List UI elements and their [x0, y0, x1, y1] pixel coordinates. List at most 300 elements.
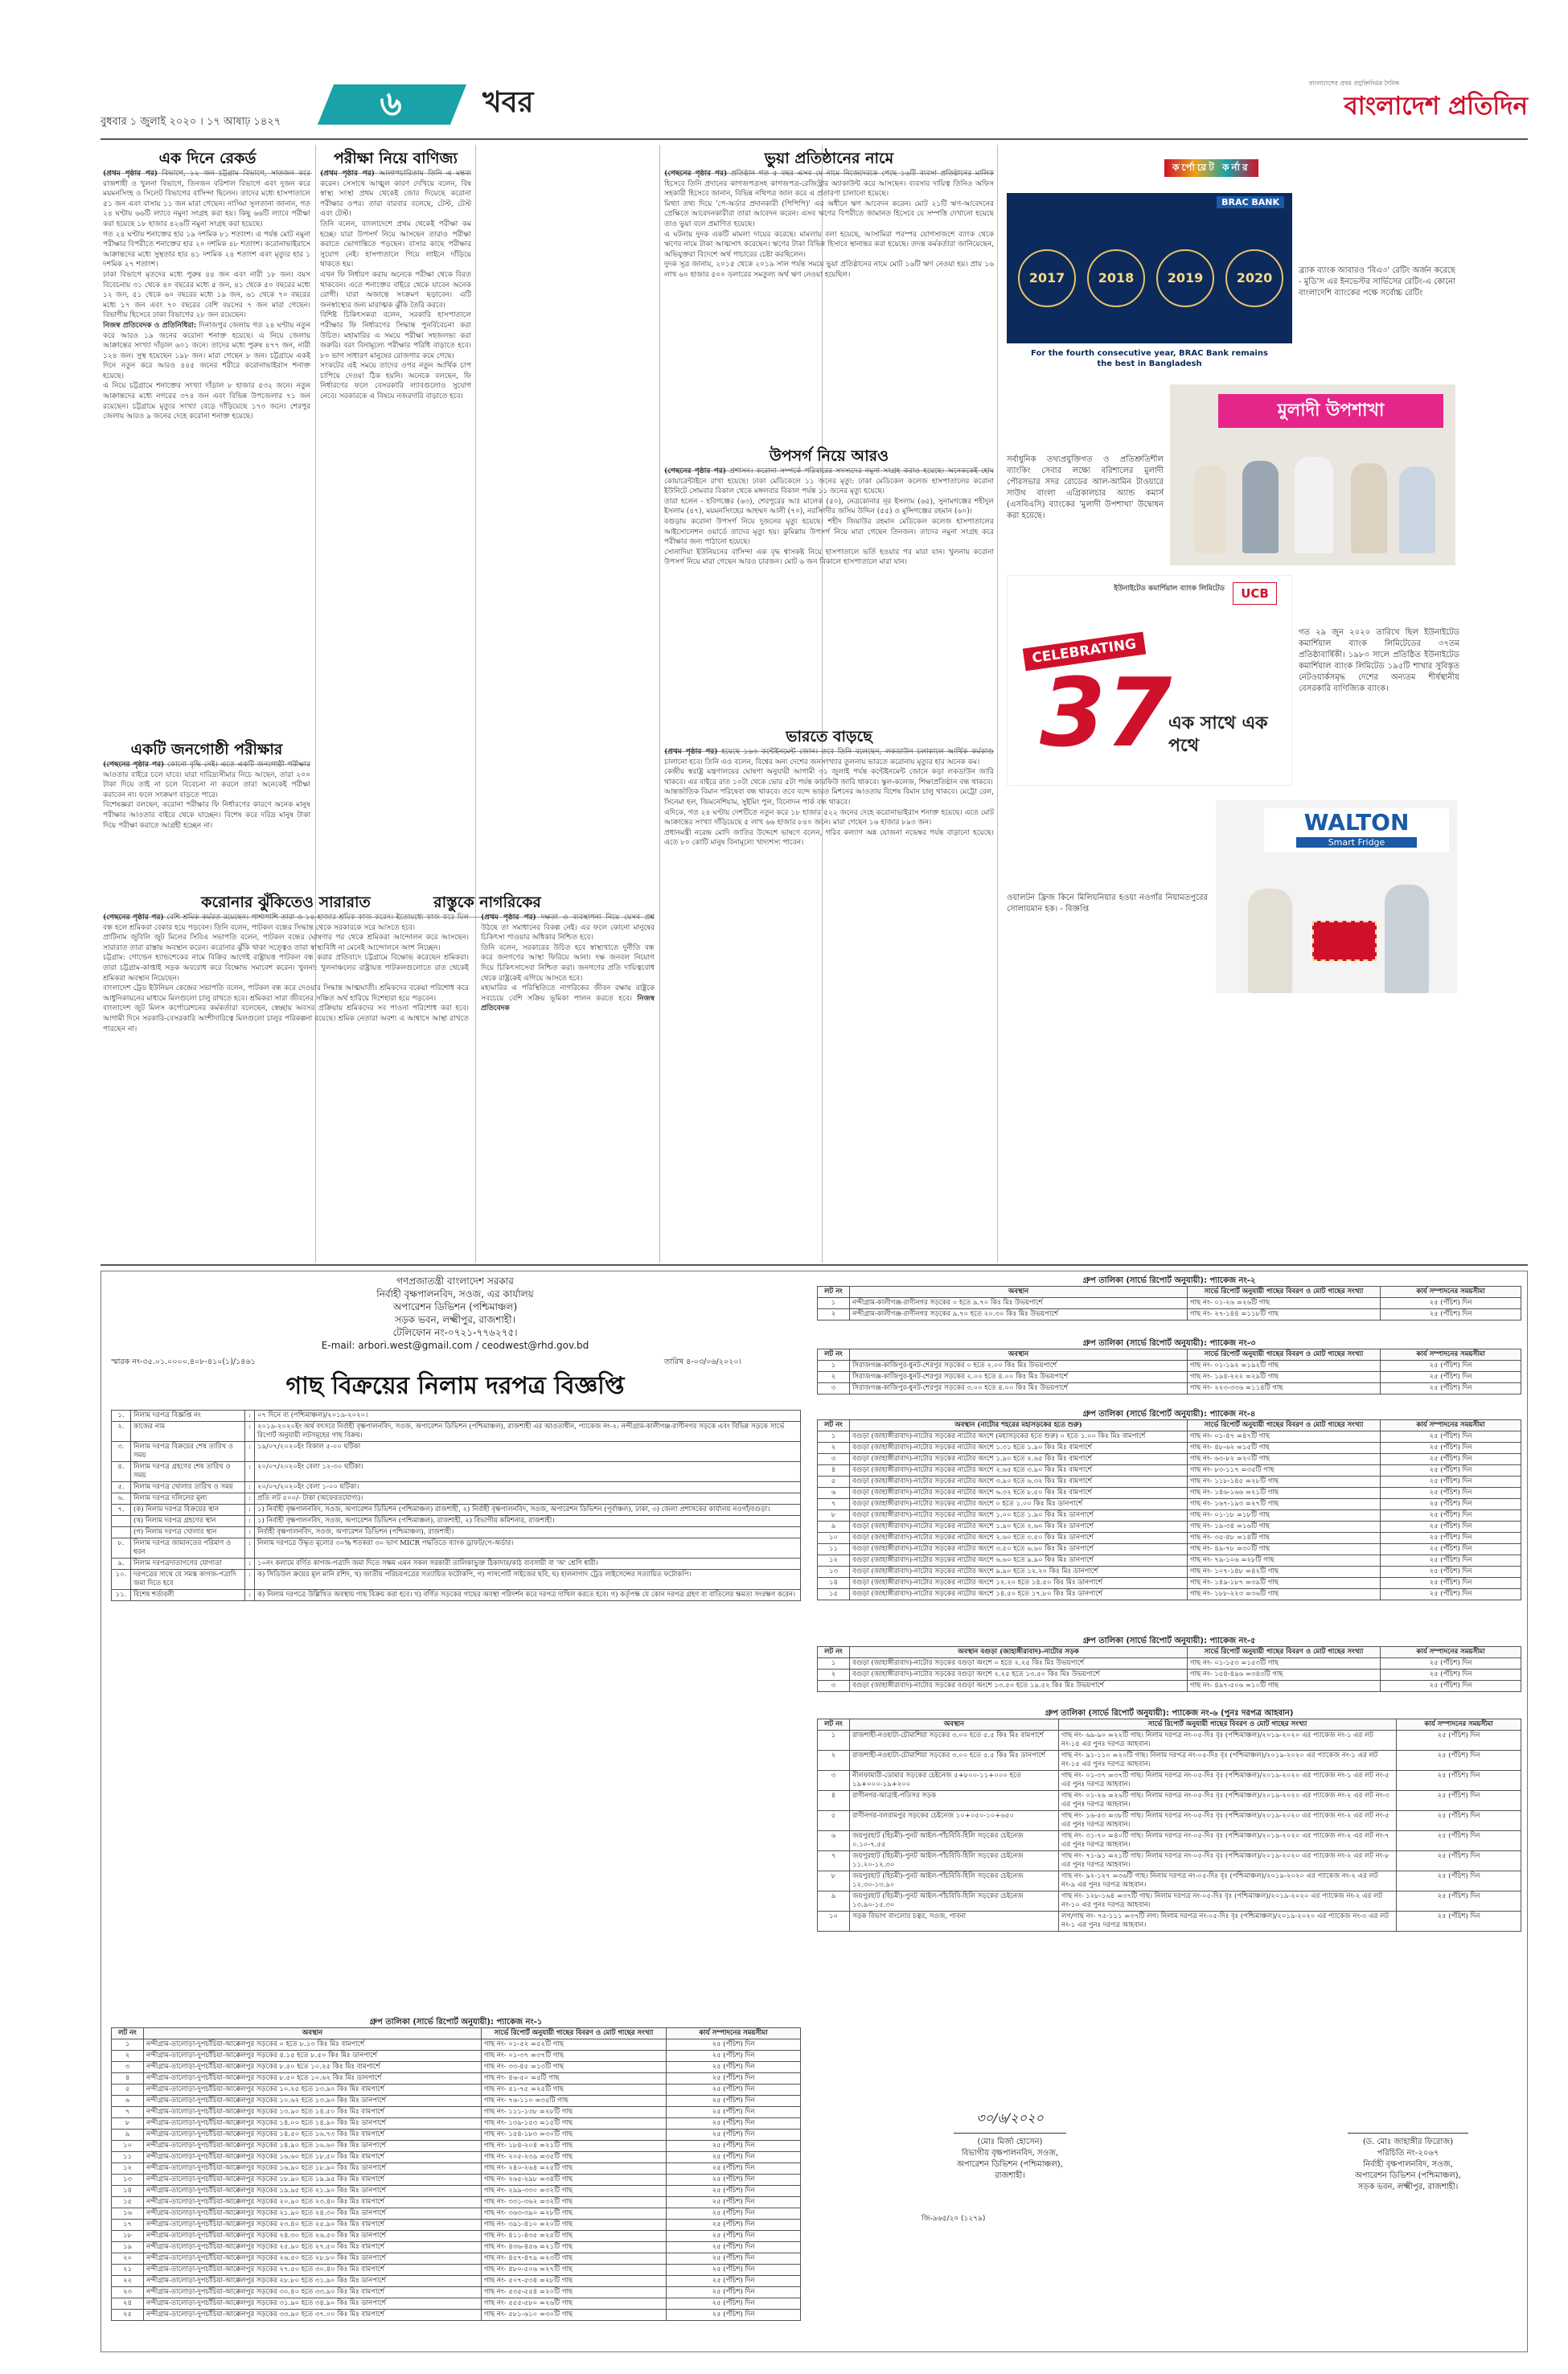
- table-cell: বগুড়া (জাহাঙ্গীরাবাদ)-নাটোর সড়কের নাটোর অংশে (মহাসড়কের হতে শুরু) ০ হতে ১.০০ কিঃ মিঃ বামপার্শে: [850, 1431, 1188, 1443]
- table-cell: গাছ নং- ৪১১-৪৩৫ =২৫টি গাছ: [482, 2231, 667, 2242]
- table-row: [112, 2197, 801, 2208]
- table-cell: ২৫ (পঁচিশ) দিন: [667, 2130, 801, 2141]
- table-cell: নন্দীগ্রাম-তালোড়া-দুপচাঁচিয়া-আক্কেলপুর সড়কের ১০.২৫ হতে ১৩.৯০ কিঃ মিঃ বামপার্শে: [144, 2084, 482, 2096]
- table-cell: ৮: [818, 1871, 850, 1891]
- table-row: [818, 1361, 1521, 1372]
- table-cell: ১: [818, 1731, 850, 1751]
- table-cell: ১৫: [818, 1589, 850, 1600]
- column-header: অবস্থান বগুড়া (জাহাঙ্গীরাবাদ)-নাটোর সড়ক: [850, 1647, 1188, 1658]
- table-cell: ৪: [818, 1791, 850, 1811]
- info-row: [112, 1442, 801, 1462]
- article-testing-business: (প্রথম পৃষ্ঠার পর) আলাপচারিতায় তিনি এ মন্তব্য করেন। সেসাথে আত্মুল কারণ দেখিয়ে বলেন, বিষ স্বাস্থ্য সংস্থা প্রথম থেকেই জোর দিয়েছে করোনা পরীক্ষার ওপর। তারা বারবার বলেছে, টেস্ট, টেস্ট এবং টেস্ট। তিনি বলেন, বাংলাদেশে প্রথম থেকেই পরীক্ষা কম হচ্ছে। যারা উপসর্গ নিয়ে আসছেন তারাও পরীক্ষা করাতে ভোগান্তিতে পড়ছেন। বাসার কাছে পরীক্ষার সুযোগ নেই। হাসপাতালে গিয়ে লাইনে দাঁড়িয়ে থাকতে হয়। এখন ফি নির্ধারণ করায় অনেকে পরীক্ষা থেকে বিরত থাকবেন। এতে শনাক্তের বাইরে থেকে যাবেন অনেক রোগী। যারা অজান্তে সংক্রমণ ছড়াবেন। এটি জনস্বাস্থ্যের জন্য মারাত্মক ঝুঁকি তৈরি করবে। বিশিষ্ট চিকিৎসকরা বলেন, সরকারি হাসপাতালে পরীক্ষার ফি নির্ধারণের সিদ্ধান্ত পুনর্বিবেচনা করা উচিত। মহামারির এ সময়ে পরীক্ষা সহজলভ্য করা জরুরি। বরং বিনামূল্যে পরীক্ষার পরিধি বাড়াতে হবে। ৮০ ভাগ সাধারণ মানুষের রোজগার কমে গেছে। সংকটের এই সময়ে তাদের ওপর নতুন আর্থিক চাপ চাপিয়ে দেওয়া ঠিক হয়নি। অনেকে বলছেন, ফি নির্ধারণের ফলে বেসরকারি ল্যাবগুলোও সুযোগ নেবে। সরকারকে এ বিষয়ে নজরদারি বাড়াতে হবে।: [320, 170, 471, 401]
- info-cell: :: [245, 1422, 255, 1442]
- table-cell: বগুড়া (জাহাঙ্গীরাবাদ)-নাটোর সড়কের নাটোর অংশে ৬.৩২ হতে ৮.৫০ কিঃ মিঃ বামপার্শে: [850, 1488, 1188, 1499]
- table-cell: গাছ নং- ১৪৬-১৬৬ =২১টি গাছ: [1188, 1488, 1381, 1499]
- column-header: কার্য সম্পাদনের সময়সীমা: [1381, 1420, 1521, 1431]
- table-cell: ২৫ (পঁচিশ) দিন: [1381, 1533, 1521, 1544]
- info-cell: :: [245, 1493, 255, 1505]
- info-row: [112, 1559, 801, 1570]
- ucb-ad: [1007, 575, 1292, 786]
- info-row: [112, 1527, 801, 1538]
- package-4-table: [817, 1419, 1521, 1600]
- table-cell: ২৫ (পঁচিশ) দিন: [667, 2051, 801, 2062]
- table-cell: বগুড়া (জাহাঙ্গীরাবাদ)-নাটোর সড়কের বগুড়া অংশে ০ হতে ২.২৫ কিঃ মিঃ উভয়পার্শে: [850, 1658, 1188, 1670]
- table-cell: সিরাজগঞ্জ-কাজিপুর-ধুনট-শেরপুর সড়কের ২.০০ হতে ৪.০০ কিঃ মিঃ উভয়পার্শে: [850, 1372, 1188, 1383]
- table-cell: বগুড়া (জাহাঙ্গীরাবাদ)-নাটোর সড়কের নাটোর অংশে ১.৩১ হতে ১.৯০ কিঃ মিঃ বামপার্শে: [850, 1443, 1188, 1454]
- brac-caption: ব্র্যাক ব্যাংক আবারও 'বিএ৩' রেটিং অর্জন করেছে - মুডি'স এর ইনভেস্টর সার্ভিসের রেটিং-এ কোনো বাংলাদেশি ব্যাংকের পক্ষে সর্বোচ্চ রেটিং: [1299, 266, 1455, 298]
- table-header-row: [818, 1420, 1521, 1431]
- table-cell: ১৯: [112, 2242, 144, 2253]
- signature-right: (ড. মোঃ জাহাঙ্গীর ফিরোজ) পরিচিতি নং-২০৬৭ নির্বাহী বৃক্ষপালনবিদ, সওজ, অপারেশন ডিভিশন (পশ্চিমাঞ্চল), সড়ক ভবন, লক্ষ্মীপুর, রাজশাহী।: [1307, 2108, 1508, 2193]
- table-row: [112, 2118, 801, 2130]
- package-4-title: গ্রুপ তালিকা (সার্ভে রিপোর্ট অনুযায়ী): প্যাকেজ নং-৪: [1082, 1410, 1256, 1419]
- info-cell: :: [245, 1442, 255, 1462]
- column-header: লট নং: [818, 1287, 850, 1298]
- table-cell: নন্দীগ্রাম-তালোড়া-দুপচাঁচিয়া-আক্কেলপুর সড়কের ২৪.৩০ হতে ২৬.৫০ কিঃ মিঃ ডানপার্শে: [144, 2231, 482, 2242]
- table-row: [818, 1443, 1521, 1454]
- table-row: [112, 2242, 801, 2253]
- table-cell: নন্দীগ্রাম-তালোড়া-দুপচাঁচিয়া-আক্কেলপুর সড়কের ৩১.৯০ হতে ৩৪.৯০ কিঃ মিঃ ডানপার্শে: [144, 2298, 482, 2310]
- table-cell: ২৫ (পঁচিশ) দিন: [1397, 1871, 1521, 1891]
- table-cell: গাছ নং- ৮৩-১১৭ =৩৫টি গাছ: [1188, 1465, 1381, 1477]
- table-row: [112, 2152, 801, 2163]
- table-row: [112, 2231, 801, 2242]
- table-cell: গাছ নং- ০১-২৬ =২৬টি গাছ: [1188, 1298, 1381, 1309]
- table-cell: ৬: [818, 1831, 850, 1851]
- table-cell: গাছ নং- ৪৬-৫০ =৫টি গাছ: [482, 2073, 667, 2084]
- info-cell: বিশেষ শর্তাবলী: [131, 1590, 245, 1601]
- info-cell: নিলাম দরপত্র খোলার তারিখ ও সময়: [131, 1482, 245, 1493]
- info-cell: ১) নির্বাহী বৃক্ষপালনবিদ, সওজ, অপারেশন ডিভিশন (পশ্চিমাঞ্চল), রাজশাহী, ২) বিভাগীয় কমিশনার, রাজশাহী।: [255, 1516, 801, 1527]
- table-cell: ২০: [112, 2253, 144, 2265]
- info-cell: নিলাম দরপত্র গ্রহণের শেষ তারিখ ও সময়: [131, 1462, 245, 1482]
- table-cell: ২৫ (পঁচিশ) দিন: [667, 2287, 801, 2298]
- info-cell: :: [245, 1590, 255, 1601]
- table-cell: বগুড়া (জাহাঙ্গীরাবাদ)-নাটোর সড়কের নাটোর অংশে ১২.২০ হতে ১৪.৫০ কিঃ মিঃ ডানপার্শে: [850, 1578, 1188, 1589]
- article-india: (প্রথম পৃষ্ঠার পর) হয়েছে ১৬৩ কন্টেইনমেন্ট জোন। তবে তিনি বলেছেন, লকডাউন চলাকালে আর্থিক কর্মকাণ্ড চালানো হবে। তিনি এও বলেন, বিশ্বের অন্য দেশের জনসংখ্যার তুলনায় ভারতে করোনায় মৃত্যুর হার অনেক কম। কেন্দ্রীয় স্বরাষ্ট্র মন্ত্রণালয়ের ঘোষণা অনুযায়ী আগামী ৩১ জুলাই পর্যন্ত কন্টেইনমেন্ট জোনে কড়া লকডাউন জারি থাকবে। এর বাইরে রাত ১০টা থেকে ভোর ৫টা পর্যন্ত কারফিউ জারি থাকবে। স্কুল-কলেজ, শিক্ষাপ্রতিষ্ঠান বন্ধ থাকবে। আন্তর্জাতিক বিমান পরিষেবা বন্ধ থাকবে। তবে বন্দে ভারত মিশনের আওতায় বিশেষ বিমান চালু থাকবে। মেট্রো রেল, সিনেমা হল, জিমনেশিয়াম, সুইমিং পুল, বিনোদন পার্ক বন্ধ থাকবে। এদিকে, গত ২৪ ঘণ্টায় দেশটিতে নতুন করে ১৮ হাজার ৫২২ জনের দেহে করোনাভাইরাস শনাক্ত হয়েছে। এতে মোট আক্রান্তের সংখ্যা দাঁড়িয়েছে ৫ লাখ ৬৬ হাজার ৮৪০ জনে। মারা গেছেন ১৬ হাজার ৮৯৩ জন। প্রধানমন্ত্রী নরেন্দ্র মোদি জাতির উদ্দেশে ভাষণে বলেন, গরিব কল্যাণ অন্ন যোজনা নভেম্বর পর্যন্ত বাড়ানো হয়েছে। এতে ৮০ কোটি মানুষ বিনামূল্যে খাদ্যশস্য পাবেন।: [664, 748, 994, 848]
- article-body: বিভাগে, ১২ জন চট্টগ্রাম বিভাগে, সাতজন করে রাজশাহী ও খুলনা বিভাগে, তিনজন বরিশাল বিভাগে এবং দুজন করে ময়মনসিংহ ও সিলেট বিভাগের বাসিন্দা ছিলেন। তাদের মধ্যে হাসপাতালে ৫১ জন এবং বাসায় ১১ জন মারা গেছেন। নাসিমা সুলতানা জানান, গত ২৪ ঘণ্টায় ৬৬টি ল্যাবে নমুনা সংগ্রহ করা হয়। কিছু ৬৬টি ল্যাবে পরীক্ষা করা হয়েছে ১৮ হাজার ৪২৬টি নমুনা সংগ্রহ করা হয়েছে।: [103, 170, 310, 228]
- ucb-slogan: এক সাথে এক পথে: [1168, 713, 1268, 756]
- table-row: [112, 2265, 801, 2276]
- info-cell: ৯.: [112, 1559, 131, 1570]
- corporate-corner-text: কর্পোরেট কর্নার: [1164, 159, 1258, 177]
- table-cell: ২৫ (পঁচিশ) দিন: [667, 2096, 801, 2107]
- table-row: [818, 1544, 1521, 1555]
- column-header: লট নং: [112, 2028, 144, 2039]
- table-cell: গাছ নং- ৩১-৭০ =৪০টি গাছ। নিলাম দরপত্র নং-০৫-দিঃ বৃঃ (পশ্চিমাঞ্চল)/২০১৯-২০২০ এর প্যাকেজ নং-২ এর লট নং-৭ এর পুনঃ দরপত্র আহবান।: [1059, 1831, 1397, 1851]
- tender-email: E-mail: arbori.west@gmail.com / ceodwest@rhd.gov.bd: [321, 1340, 589, 1351]
- corporate-corner-label: [1164, 159, 1349, 177]
- info-cell: :: [245, 1411, 255, 1422]
- table-cell: নন্দীগ্রাম-তালোড়া-দুপচাঁচিয়া-আক্কেলপুর সড়কের ১৩.৯০ হতে ১৪.৫০ কিঃ মিঃ বামপার্শে: [144, 2107, 482, 2118]
- article-fake-firm: (পেছনের পৃষ্ঠার পর) প্রতিষ্ঠান গত ৫ বছর এসব যে নামে নিজেদেরকে পেছে ১৬টি ব্যবসা প্রতিষ্ঠানের মালিক হিসেবে তিনি প্রদানের কাগজপত্রসহ কাগজপত্র-রেজিস্ট্রার অ্যাকাউন্ট করে আসছেন। ব্যবসার দায়িত্ব তিনিও অফিস সহকারী হিসেবে জানান, বিভিন্ন নথিপত্র জাল করে এ প্রতারণা চালানো হয়েছে। মিথ্যা তথ্য দিয়ে 'পে-অর্ডার প্রদানকারী (পিপিপি)' এর অধীনে ঋণ আবেদন করেন। মোট ২১টি ঋণ-আবেদনের প্রেক্ষিতে আবেদনকারীরা তারা আবেদন করেন। এসব ঋণের বিপরীতে জামানত হিসেবে যে সম্পত্তি দেখানো হয়েছে তাও ভুয়া বলে প্রমাণিত হয়েছে। এ ঘটনায় দুদক একটি মামলা দায়ের করেছে। মামলায় বলা হয়েছে, আসামিরা পরস্পর যোগসাজশে ব্যাংক থেকে ঋণের নামে টাকা আত্মসাৎ করেছেন। ঋণের টাকা বিভিন্ন হিসাবে স্থানান্তর করা হয়েছে। তদন্ত কর্মকর্তারা জানিয়েছেন, অভিযুক্তরা বিদেশে অর্থ পাচারের চেষ্টা করছিলেন। দুদক সূত্র জানায়, ২০১৫ থেকে ২০১৯ সাল পর্যন্ত সময়ে ভুয়া প্রতিষ্ঠানের নামে মোট ১৬টি ঋণ নেওয়া হয়। প্রায় ১৬ লাখ ৬০ হাজার ৫০০ ডলারের সমতুল্য অর্থ ঋণ নেওয়া হয়েছিল।: [664, 170, 994, 279]
- table-cell: ২: [112, 2051, 144, 2062]
- table-cell: জয়পুরহাট (হিচমী)-পুনট আইল-পাঁচবিবি-হিলি সড়কের চেইনেজ ১৩.৯০-১৫.৩০: [850, 1891, 1059, 1912]
- table-row: [818, 1431, 1521, 1443]
- table-cell: ১৩: [818, 1567, 850, 1578]
- table-cell: বগুড়া (জাহাঙ্গীরাবাদ)-নাটোর সড়কের নাটোর অংশে ৯.৯০ হতে ১২.২০ কিঃ মিঃ ডানপার্শে: [850, 1567, 1188, 1578]
- table-cell: ২৫ (পঁচিশ) দিন: [1381, 1578, 1521, 1589]
- info-cell: ১) নির্বাহী বৃক্ষপালনবিদ, সওজ, অপারেশন ডিভিশন (পশ্চিমাঞ্চল) রাজশাহী, ২) নির্বাহী বৃক্ষপালনবিদ, সওজ, অপারেশন ডিভিশন (পূর্বাঞ্চল), ঢাকা, ৩) জেলা প্রশাসকের কার্যালয় নওগাঁ/বগুড়া।: [255, 1505, 801, 1516]
- table-cell: গাছ নং- ৭১-৯১ =২১টি গাছ। নিলাম দরপত্র নং-০৫-দিঃ বৃঃ (পশ্চিমাঞ্চল)/২০১৯-২০২০ এর প্যাকেজ নং-২ এর লট নং-৮ এর পুনঃ দরপত্র আহবান।: [1059, 1851, 1397, 1871]
- table-row: [112, 2253, 801, 2265]
- table-cell: ২৫ (পঁচিশ) দিন: [667, 2197, 801, 2208]
- package-1-title: গ্রুপ তালিকা (সার্ভে রিপোর্ট অনুযায়ী): প্যাকেজ নং-১: [369, 2018, 543, 2027]
- column-header: কার্য সম্পাদনের সময়সীমা: [667, 2028, 801, 2039]
- table-cell: নন্দীগ্রাম-তালোড়া-দুপচাঁচিয়া-আক্কেলপুর সড়কের ৪.১৫ হতে ৮.৫০ কিঃ মিঃ ডানপার্শে: [144, 2051, 482, 2062]
- table-header-row: [818, 1287, 1521, 1298]
- table-cell: ২৫ (পঁচিশ) দিন: [1381, 1510, 1521, 1522]
- table-cell: ১২: [818, 1555, 850, 1567]
- column-header: অবস্থান: [850, 1719, 1059, 1731]
- table-cell: ২৫ (পঁচিশ) দিন: [1381, 1431, 1521, 1443]
- info-cell: ১০নং কলামে বর্ণিত কাগজ-পত্রাদি জমা দিতে সক্ষম এমন সকল সরকারী তালিকাভুক্ত ঠিকাদার/কাঠ ব্যবসায়ী বা 'অ' শ্রেণি ধারী।: [255, 1559, 801, 1570]
- table-cell: ২৫ (পঁচিশ) দিন: [667, 2220, 801, 2231]
- column-header: কার্য সম্পাদনের সময়সীমা: [1381, 1647, 1521, 1658]
- table-cell: গাছ নং- ১৫৪-১৮৩ =৩০টি গাছ: [482, 2130, 667, 2141]
- table-cell: ২৫ (পঁচিশ) দিন: [1381, 1383, 1521, 1394]
- column-header: কার্য সম্পাদনের সময়সীমা: [1381, 1287, 1521, 1298]
- sbac-caption: সর্বাধুনিক তথ্যপ্রযুক্তিগত ও প্রতিশ্রুতিশীল ব্যাংকিং সেবার লক্ষ্যে বরিশালের মুলাদী পৌরসভার সদর রোডের আল-আমিন টাওয়ারে সাউথ বাংলা এগ্রিকালচার অ্যান্ড কমার্স (এসবিএসি) ব্যাংকের 'মুলাদী উপশাখা' উদ্বোধন করা হয়েছে।: [1007, 455, 1164, 520]
- table-cell: নন্দীগ্রাম-তালোড়া-দুপচাঁচিয়া-আক্কেলপুর সড়কের ২০.৯০ হতে ২৩.৪০ কিঃ মিঃ বামপার্শে: [144, 2197, 482, 2208]
- table-cell: নন্দীগ্রাম-কালীগঞ্জ-রাণীনগর সড়কের ০ হতে ৯.৭০ কিঃ মিঃ উভয়পার্শে: [850, 1298, 1188, 1309]
- table-cell: ২৫ (পঁচিশ) দিন: [1397, 1791, 1521, 1811]
- award-year-badge: 2018: [1087, 249, 1145, 307]
- table-cell: ২৫: [112, 2310, 144, 2321]
- table-cell: ২৫ (পঁচিশ) দিন: [1381, 1465, 1521, 1477]
- headline-record: এক দিনে রেকর্ড: [103, 147, 312, 174]
- table-cell: গাছ নং- ৪৮০-৫০৬ =২৭টি গাছ: [482, 2265, 667, 2276]
- table-cell: গাছ নং- ২৭-১৪৪ =১১৮টি গাছ: [1188, 1309, 1381, 1320]
- info-row: [112, 1462, 801, 1482]
- table-row: [112, 2208, 801, 2220]
- info-row: [112, 1422, 801, 1442]
- table-cell: ২৫ (পঁচিশ) দিন: [667, 2152, 801, 2163]
- tender-header: গণপ্রজাতন্ত্রী বাংলাদেশ সরকার নির্বাহী বৃক্ষপালনবিদ, সওজ, এর কার্যালয় অপারেশন ডিভিশন (পশ্চিমাঞ্চল) সড়ক ভবন, লক্ষ্মীপুর, রাজশাহী। টেলিফোন নং-০৭২১-৭৭৬২৭৫। E-mail: arbori.west@gmail.com / ceodwest@rhd.gov.bd: [109, 1275, 801, 1352]
- info-cell: :: [245, 1559, 255, 1570]
- table-cell: ২: [818, 1751, 850, 1771]
- package-5-table: [817, 1646, 1521, 1692]
- info-cell: নিলাম দরপত্র বিক্রয়ের শেষ তারিখ ও সময়: [131, 1442, 245, 1462]
- table-row: [112, 2073, 801, 2084]
- table-row: [818, 1831, 1521, 1851]
- table-cell: রাজশাহী-নওহাটা-চৌমাশিয়া সড়কের ৩.০০ হতে ৫.৫ কিঃ মিঃ বামপার্শে: [850, 1731, 1059, 1751]
- table-header-row: [818, 1647, 1521, 1658]
- award-year-badge: 2017: [1018, 249, 1076, 307]
- table-cell: নন্দীগ্রাম-তালোড়া-দুপচাঁচিয়া-আক্কেলপুর সড়কের ১৬.৬০ হতে ১৮.৫০ কিঃ মিঃ বামপার্শে: [144, 2152, 482, 2163]
- table-cell: ১: [112, 2039, 144, 2051]
- info-cell: [112, 1527, 131, 1538]
- sbac-photo: [1170, 384, 1455, 565]
- table-cell: ১: [818, 1298, 850, 1309]
- table-cell: ২৫ (পঁচিশ) দিন: [1397, 1751, 1521, 1771]
- table-row: [112, 2051, 801, 2062]
- table-row: [818, 1791, 1521, 1811]
- table-cell: ২৫ (পঁচিশ) দিন: [1381, 1477, 1521, 1488]
- info-row: [112, 1516, 801, 1527]
- info-cell: ৩.: [112, 1442, 131, 1462]
- info-cell: (ক) নিলাম দরপত্র বিক্রয়ের স্থান: [131, 1505, 245, 1516]
- headline-testing-group: একটি জনগোষ্ঠী পরীক্ষার: [103, 738, 310, 765]
- table-cell: গাছ নং- ৫৩৫-৫৫৪ =২০টি গাছ: [482, 2287, 667, 2298]
- headline-state-citizen: রাস্তুকে নাগরিকের: [320, 891, 655, 918]
- table-cell: নন্দীগ্রাম-তালোড়া-দুপচাঁচিয়া-আক্কেলপুর সড়কের ১৪.০০ হতে ১৪.৯০ কিঃ মিঃ ডানপার্শে: [144, 2118, 482, 2130]
- table-cell: বগুড়া (জাহাঙ্গীরাবাদ)-নাটোর সড়কের নাটোর অংশে ৩.৯০ হতে ৬.৩২ কিঃ মিঃ বামপার্শে: [850, 1477, 1188, 1488]
- table-cell: গাছ নং- ১৪৯-১৮৭ =৩৯টি গাছ: [1188, 1578, 1381, 1589]
- column-header: অবস্থান: [850, 1349, 1188, 1361]
- ucb-caption: গত ২৯ জুন ২০২০ তারিখে ছিল ইউনাইটেড কমার্শিয়াল ব্যাংক লিমিটেডের ৩৭তম প্রতিষ্ঠাবার্ষিকী। ১৯৮৩ সালে প্রতিষ্ঠিত ইউনাইটেড কমার্শিয়াল ব্যাংক লিমিটেড ১৯৫টি শাখার সুবিস্তৃত নেটওয়ার্কসমৃদ্ধ দেশের অন্যতম শীর্ষস্থানীয় বেসরকারি বাণিজ্যিক ব্যাংক।: [1299, 628, 1459, 693]
- celebrating-label: CELEBRATING: [1023, 632, 1146, 672]
- info-cell: :: [245, 1505, 255, 1516]
- table-cell: গাছ নং- ০১-১৮ =১৮টি গাছ: [1188, 1510, 1381, 1522]
- table-cell: ১: [818, 1431, 850, 1443]
- table-cell: গাছ নং- ০১-২৬ =২৬টি গাছ। নিলাম দরপত্র নং-০৫-দিঃ বৃঃ (পশ্চিমাঞ্চল)/২০১৯-২০২০ এর প্যাকেজ নং-২ এর লট নং-৩ এর পুনঃ দরপত্র আহবান।: [1059, 1791, 1397, 1811]
- table-row: [818, 1751, 1521, 1771]
- info-cell: দরপত্রের সাথে যে সমস্ত কাগজ-পত্রাদি জমা দিতে হবে: [131, 1570, 245, 1590]
- table-cell: ২৫ (পঁচিশ) দিন: [1397, 1771, 1521, 1791]
- table-cell: বগুড়া (জাহাঙ্গীরাবাদ)-নাটোর সড়কের নাটোর অংশে ২.৬০ হতে ৩.৫০ কিঃ মিঃ ডানপার্শে: [850, 1533, 1188, 1544]
- table-cell: ২: [818, 1309, 850, 1320]
- package-5-title: গ্রুপ তালিকা (সার্ভে রিপোর্ট অনুযায়ী): প্যাকেজ নং-৫: [1082, 1637, 1256, 1645]
- info-cell: :: [245, 1482, 255, 1493]
- package-2-table-wrap: [817, 1286, 1521, 1333]
- table-cell: ২৪: [112, 2298, 144, 2310]
- info-cell: নিলাম দরপত্রদাতাগণের যোগ্যতা: [131, 1559, 245, 1570]
- table-cell: ৭: [818, 1851, 850, 1871]
- column-header: অবস্থান: [144, 2028, 482, 2039]
- table-cell: নন্দীগ্রাম-তালোড়া-দুপচাঁচিয়া-আক্কেলপুর সড়কের ১৪.৯০ হতে ১৬.৬০ কিঃ মিঃ ডানপার্শে: [144, 2141, 482, 2152]
- table-cell: ৫: [818, 1811, 850, 1831]
- table-row: [112, 2298, 801, 2310]
- table-row: [818, 1567, 1521, 1578]
- table-cell: গাছ নং- ২৪০-২৬৪ =২৫টি গাছ: [482, 2163, 667, 2175]
- info-cell: ২০/০৭/২০২০ইং বেলা ১-০০ ঘটিকা।: [255, 1482, 801, 1493]
- ucb-logo: UCB: [1233, 582, 1277, 605]
- table-cell: নন্দীগ্রাম-তালোড়া-দুপচাঁচিয়া-আক্কেলপুর সড়কের ৩০.৪০ হতে ৩৩.৯০ কিঃ মিঃ বামপার্শে: [144, 2287, 482, 2298]
- table-row: [112, 2062, 801, 2073]
- table-cell: নন্দীগ্রাম-তালোড়া-দুপচাঁচিয়া-আক্কেলপুর সড়কের ১৯.৯৫ হতে ২১.৯০ কিঃ মিঃ ডানপার্শে: [144, 2186, 482, 2197]
- table-cell: গাছ নং- ৪৫৭-৪৭৯ =২৩টি গাছ: [482, 2253, 667, 2265]
- table-cell: ২৫ (পঁচিশ) দিন: [1381, 1309, 1521, 1320]
- package-4-table-wrap: [817, 1419, 1521, 1630]
- info-row: [112, 1538, 801, 1559]
- info-cell: কাজের নাম: [131, 1422, 245, 1442]
- people-group: [1186, 449, 1443, 561]
- table-cell: ২৫ (পঁচিশ) দিন: [1381, 1454, 1521, 1465]
- info-cell: ৬.: [112, 1493, 131, 1505]
- table-row: [112, 2175, 801, 2186]
- award-year-badge: 2020: [1225, 249, 1283, 307]
- table-row: [112, 2141, 801, 2152]
- table-cell: গাছ নং- ৭৬-১১০ =৩৫টি গাছ: [482, 2096, 667, 2107]
- table-cell: গাছ নং- ৪৮-৬২ =১৫টি গাছ: [1188, 1443, 1381, 1454]
- info-cell: ক) সিডিউল ক্রয়ের মূল মানি রশিদ, খ) জাতীয় পরিচয়পত্রের সত্যায়িত ফটোকপি, গ) পাসপোর্ট সাইজের ছবি, ঘ) হালনাগাদ ট্রেড লাইসেন্সের সত্যায়িত ফটোকপি।: [255, 1570, 801, 1590]
- table-cell: রাণীনগর-আত্রাই-পতিসর সড়ক: [850, 1791, 1059, 1811]
- info-cell: নিলাম দরপত্র বিজ্ঞপ্তি নং: [131, 1411, 245, 1422]
- table-row: [112, 2276, 801, 2287]
- info-row: [112, 1482, 801, 1493]
- table-cell: বগুড়া (জাহাঙ্গীরাবাদ)-নাটোর সড়কের নাটোর অংশে ৩.৫০ হতে ৬.৬০ কিঃ মিঃ ডানপার্শে: [850, 1544, 1188, 1555]
- table-cell: গাছ নং- ১৯৪-২২২ =২৯টি গাছ: [1188, 1372, 1381, 1383]
- table-cell: গাছ নং- ১০৭-১৪৮ =৪২টি গাছ: [1188, 1567, 1381, 1578]
- table-cell: জয়পুরহাট (হিচমী)-পুনট আইল-পাঁচবিবি-হিলি সড়কের চেইনেজ ১২.৩০-১৩.৯০: [850, 1871, 1059, 1891]
- info-cell: [112, 1516, 131, 1527]
- tender-info-table: [111, 1410, 801, 1601]
- column-header: সার্ভে রিপোর্ট অনুযায়ী গাছের বিবরণ ও মোট গাছের সংখ্যা: [1188, 1349, 1381, 1361]
- table-cell: ১: [818, 1361, 850, 1372]
- table-cell: গাছ নং- ১৯-৩৪ =১৬টি গাছ: [1188, 1522, 1381, 1533]
- table-cell: ৬: [818, 1488, 850, 1499]
- award-year-badge: 2019: [1156, 249, 1214, 307]
- table-cell: নন্দীগ্রাম-তালোড়া-দুপচাঁচিয়া-আক্কেলপুর সড়কের ৩৩.৯০ হতে ৩৭.০০ কিঃ মিঃ বামপার্শে: [144, 2310, 482, 2321]
- table-cell: ২৩: [112, 2287, 144, 2298]
- walton-caption: ওয়ালটন ফ্রিজ কিনে মিলিয়নিয়ার হওয়া নওগাঁর নিয়ামতপুরের সোলায়মান হক। - বিজ্ঞপ্তি: [1007, 893, 1208, 914]
- table-cell: ২৫ (পঁচিশ) দিন: [667, 2298, 801, 2310]
- table-cell: ১২: [112, 2163, 144, 2175]
- table-cell: ২৫ (পঁচিশ) দিন: [1381, 1372, 1521, 1383]
- table-cell: ২৫ (পঁচিশ) দিন: [1381, 1361, 1521, 1372]
- table-cell: গাছ নং- ৪৩৬-৪৫৬ =২১টি গাছ: [482, 2242, 667, 2253]
- table-cell: ২৫ (পঁচিশ) দিন: [667, 2175, 801, 2186]
- table-cell: নন্দীগ্রাম-তালোড়া-দুপচাঁচিয়া-আক্কেলপুর সড়কের ১৪.৫০ হতে ১৬.৭৩ কিঃ মিঃ বামপার্শে: [144, 2130, 482, 2141]
- table-cell: ২৫ (পঁচিশ) দিন: [1381, 1443, 1521, 1454]
- award-years: [1018, 249, 1283, 307]
- table-cell: সিরাজগঞ্জ-কাজিপুর-ধুনট-শেরপুর সড়কের ০ হতে ২.০০ কিঃ মিঃ উভয়পার্শে: [850, 1361, 1188, 1372]
- article-symptoms: (পেছনের পৃষ্ঠার পর) প্রশাসন। করোনা সম্পর্কে পরিবারের সদস্যদের নমুনা সংগ্রহ করাও হয়েছে। অনেককেই হোম কোয়ারেন্টাইনে রাখা হয়েছে। ঢাকা মেডিকেলে ১১ জনের মৃত্যু: ঢাকা মেডিকেল কলেজ হাসপাতালের করোনা ইউনিটে সোমবার বিকাল থেকে মঙ্গলবার বিকাল পর্যন্ত ১১ জনের মৃত্যু হয়েছে। তারা হলেন - হবিগঞ্জের (৬৩), শেরপুরের আঃ মালেক (৫০), নেত্রকোনার নূর ইসলাম (৬৫), সুনামগঞ্জের শহীদুল ইসলাম (৪৭), ময়মনসিংহের আহম্মদ আলী (৭০), নরসিংদীর জসিম উদ্দিন (৫৫) ও মুন্সিগঞ্জের রহমান (৬০)। বগুড়ায় করোনা উপসর্গ নিয়ে দুজনের মৃত্যু হয়েছে। শহীদ জিয়াউর রহমান মেডিকেল কলেজ হাসপাতালের আইসোলেশন ওয়ার্ডে তাদের মৃত্যু হয়। কুমিল্লায় উপসর্গ নিয়ে মারা গেছেন তিনজন। তাদের নমুনা সংগ্রহ করে পরীক্ষার জন্য পাঠানো হয়েছে। সোনাদিয়া ইউনিয়নের বাসিন্দা এক বৃদ্ধ শ্বাসকষ্ট নিয়ে হাসপাতালে ভর্তি হওয়ার পর মারা যান। খুলনায় করোনা উপসর্গ নিয়ে মারা গেছেন আরও চারজন। মোট ৬ জন বিকালে হাসপাতালে মারা যান।: [664, 467, 994, 567]
- table-row: [112, 2287, 801, 2298]
- table-row: [112, 2163, 801, 2175]
- table-row: [818, 1372, 1521, 1383]
- table-cell: ১৬: [112, 2208, 144, 2220]
- column-header: লট নং: [818, 1719, 850, 1731]
- headline-testing-business: পরীক্ষা নিয়ে বাণিজ্য: [320, 147, 471, 174]
- article-state-citizen: (প্রথম পৃষ্ঠার পর) দক্ষতা ও ব্যবস্থাপনা নিয়ে যেসব প্রশ্ন উঠছে তা সমাধানের বিকল্প নেই। এর ফলে কোনো মানুষের চিকিৎসা পাওয়ার অধিকার নিশ্চিত হবে। তিনি বলেন, সরকারের উচিত হবে স্বাস্থ্যখাতে দুর্নীতি বন্ধ করে জনগণের আস্থা ফিরিয়ে আনা। দক্ষ জনবল নিয়োগ দিয়ে চিকিৎসাসেবা নিশ্চিত করা। জনগণের প্রতি দায়িত্ববোধ থেকে রাষ্ট্রকেই এগিয়ে আসতে হবে। মহামারির এ পরিস্থিতিতে নাগরিকের জীবন রক্ষায় রাষ্ট্রকে সবচেয়ে বেশি সক্রিয় ভূমিকা পালন করতে হবে। নিজস্ব প্রতিবেদক: [481, 914, 655, 1013]
- table-header-row: [112, 2028, 801, 2039]
- signature-scribble: ৩০/৬/২০২০: [954, 2108, 1066, 2134]
- brand-tagline: বাংলাদেশের প্রথম প্রযুক্তিনির্ভর দৈনিক: [1309, 80, 1400, 87]
- column-header: সার্ভে রিপোর্ট অনুযায়ী গাছের বিবরণ ও মোট গাছের সংখ্যা: [1188, 1647, 1381, 1658]
- info-cell: ০৭ দিনে ব্য (পশ্চিমাঞ্চল)/২০১৯-২০২০।: [255, 1411, 801, 1422]
- table-cell: নন্দীগ্রাম-তালোড়া-দুপচাঁচিয়া-আক্কেলপুর সড়কের ২৩.৪০ হতে ২৫.৯০ কিঃ মিঃ বামপার্শে: [144, 2220, 482, 2231]
- column-header: লট নং: [818, 1420, 850, 1431]
- package-1-table-wrap: [111, 2027, 801, 2349]
- info-cell: ২.: [112, 1422, 131, 1442]
- article-lead: (প্রথম পৃষ্ঠার পর): [103, 170, 158, 178]
- table-row: [112, 2310, 801, 2321]
- table-row: [818, 1891, 1521, 1912]
- table-cell: গাছ নং- ০১-৩৭ =৩৭টি গাছ। নিলাম দরপত্র নং-০৫-দিঃ বৃঃ (পশ্চিমাঞ্চল)/২০১৯-২০২০ এর প্যাকেজ নং-১ এর লট নং-৫ এর পুনঃ দরপত্র আহবান।: [1059, 1771, 1397, 1791]
- table-cell: গাছ নং- ০১-৫২ =৫২টি গাছ: [482, 2039, 667, 2051]
- table-cell: ১০: [818, 1912, 850, 1932]
- tender-info: [111, 1410, 801, 2015]
- table-cell: জয়পুরহাট (হিচমী)-পুনট আইল-পাঁচবিবি-হিলি সড়কের চেইনেজ ১১.২০-১২.৩০: [850, 1851, 1059, 1871]
- table-cell: ৯: [818, 1891, 850, 1912]
- table-cell: গাছ নং- ৫১-৭৫ =২৫টি গাছ: [482, 2084, 667, 2096]
- table-cell: নন্দীগ্রাম-তালোড়া-দুপচাঁচিয়া-আক্কেলপুর সড়কের ২৮.৮০ হতে ৩১.৯০ কিঃ মিঃ ডানপার্শে: [144, 2276, 482, 2287]
- info-cell: :: [245, 1516, 255, 1527]
- table-cell: নন্দীগ্রাম-তালোড়া-দুপচাঁচিয়া-আক্কেলপুর সড়কের ৮.৫০ হতে ১০.৬২ কিঃ মিঃ ডানপার্শে: [144, 2073, 482, 2084]
- table-row: [818, 1488, 1521, 1499]
- info-cell: নির্বাহী বৃক্ষপালনবিদ, সওজ, অপারেশন ডিভিশন (পশ্চিমাঞ্চল), রাজশাহী।: [255, 1527, 801, 1538]
- package-3-title: গ্রুপ তালিকা (সার্ভে রিপোর্ট অনুযায়ী): প্যাকেজ নং-৩: [1082, 1339, 1256, 1348]
- headline-corona-risk: করোনার ঝুঁকিতেও সারারাত: [103, 891, 469, 918]
- table-row: [112, 2130, 801, 2141]
- table-row: [112, 2186, 801, 2197]
- table-cell: গাছ নং- ৫৫৫-৫৮০ =২৬টি গাছ: [482, 2298, 667, 2310]
- table-row: [818, 1477, 1521, 1488]
- table-cell: নন্দীগ্রাম-তালোড়া-দুপচাঁচিয়া-আক্কেলপুর সড়কের ৮.৫০ হতে ১০.২৫ কিঃ মিঃ বামপার্শে: [144, 2062, 482, 2073]
- package-6-title: গ্রুপ তালিকা (সার্ভে রিপোর্ট অনুযায়ী): প্যাকেজ নং-৬ (পুনঃ দরপত্র আহবান): [1045, 1709, 1294, 1718]
- column-header: লট নং: [818, 1349, 850, 1361]
- brac-bank-logo: BRAC BANK: [1217, 196, 1284, 208]
- table-row: [818, 1533, 1521, 1544]
- table-cell: ৮: [818, 1510, 850, 1522]
- memo-number: স্মারক নং-৩৫.০১.০০০০.৪০৮-৪১০(১)/১৪৬১: [111, 1357, 256, 1366]
- info-cell: (খ) নিলাম দরপত্র গ্রহণের স্থান: [131, 1516, 245, 1527]
- table-cell: গাছ নং- ১৩৯-১৫৩ =১৫টি গাছ: [482, 2118, 667, 2130]
- table-cell: ২৫ (পঁচিশ) দিন: [1397, 1731, 1521, 1751]
- table-cell: ৩: [818, 1383, 850, 1394]
- table-cell: ৫: [112, 2084, 144, 2096]
- table-cell: ১০: [818, 1533, 850, 1544]
- table-cell: গাছ নং- ৯২-১২৭ =৩৬টি গাছ। নিলাম দরপত্র নং-০৫-দিঃ বৃঃ (পশ্চিমাঞ্চল)/২০১৯-২০২০ এর প্যাকেজ নং-২ এর লট নং-৯ এর পুনঃ দরপত্র আহবান।: [1059, 1871, 1397, 1891]
- table-row: [818, 1510, 1521, 1522]
- table-cell: ২৫ (পঁচিশ) দিন: [667, 2141, 801, 2152]
- table-row: [818, 1555, 1521, 1567]
- table-cell: গাছ নং- ১৮৪-২০৪ =২১টি গাছ: [482, 2141, 667, 2152]
- table-cell: গাছ নং- ৬৩-৮২ =২০টি গাছ: [1188, 1454, 1381, 1465]
- column-header: অবস্থান (নাটোর শহরের মহাসড়কের হতে শুরু): [850, 1420, 1188, 1431]
- table-cell: গাছ নং- ৩৩-৪৫ =১৩টি গাছ: [482, 2062, 667, 2073]
- table-cell: গাছ নং- ৪৯৭-৫০৬ =১০টি গাছ: [1188, 1681, 1381, 1692]
- table-cell: ২৫ (পঁচিশ) দিন: [667, 2118, 801, 2130]
- table-cell: ২৫ (পঁচিশ) দিন: [1381, 1681, 1521, 1692]
- table-row: [818, 1658, 1521, 1670]
- table-row: [818, 1499, 1521, 1510]
- package-6-table: [817, 1719, 1521, 1932]
- table-cell: ২৫ (পঁচিশ) দিন: [1381, 1658, 1521, 1670]
- table-cell: নন্দীগ্রাম-তালোড়া-দুপচাঁচিয়া-আক্কেলপুর সড়কের ১০.৬২ হতে ১৩.৯০ কিঃ মিঃ ডানপার্শে: [144, 2096, 482, 2107]
- table-row: [818, 1383, 1521, 1394]
- tender-divider: [101, 1264, 1528, 1266]
- table-row: [818, 1871, 1521, 1891]
- table-cell: ৩: [818, 1454, 850, 1465]
- table-cell: বগুড়া (জাহাঙ্গীরাবাদ)-নাটোর সড়কের নাটোর অংশে ৬.৬০ হতে ৯.৯০ কিঃ মিঃ ডানপার্শে: [850, 1555, 1188, 1567]
- column-header: সার্ভে রিপোর্ট অনুযায়ী গাছের বিবরণ ও মোট গাছের সংখ্যা: [1188, 1420, 1381, 1431]
- table-cell: ২৫ (পঁচিশ) দিন: [1381, 1298, 1521, 1309]
- table-cell: ২৫ (পঁচিশ) দিন: [667, 2084, 801, 2096]
- table-cell: নন্দীগ্রাম-তালোড়া-দুপচাঁচিয়া-আক্কেলপুর সড়কের ২৭.৫০ হতে ৩০.৪০ কিঃ মিঃ বামপার্শে: [144, 2265, 482, 2276]
- table-row: [112, 2220, 801, 2231]
- table-cell: গাছ নং- ১১৮-১৪৫ =২৮টি গাছ: [1188, 1477, 1381, 1488]
- table-cell: ২৫ (পঁচিশ) দিন: [1381, 1555, 1521, 1567]
- column-header: লট নং: [818, 1647, 850, 1658]
- info-cell: ১০.: [112, 1570, 131, 1590]
- table-cell: নন্দীগ্রাম-তালোড়া-দুপচাঁচিয়া-আক্কেলপুর সড়কের ২৬.৫০ হতে ২৮.৮০ কিঃ মিঃ ডানপার্শে: [144, 2253, 482, 2265]
- column-header: কার্য সম্পাদনের সময়সীমা: [1397, 1719, 1521, 1731]
- table-cell: নন্দীগ্রাম-কালীগঞ্জ-রাণীনগর সড়কের ৯.৭০ হতে ২০.৩০ কিঃ মিঃ উভয়পার্শে: [850, 1309, 1188, 1320]
- table-cell: ২২: [112, 2276, 144, 2287]
- table-cell: নন্দীগ্রাম-তালোড়া-দুপচাঁচিয়া-আক্কেলপুর সড়কের ১৮.৯০ হতে ১৯.৯৫ কিঃ মিঃ বামপার্শে: [144, 2175, 482, 2186]
- table-cell: গাছ নং- ২০৫-২৩৯ =৩৫টি গাছ: [482, 2152, 667, 2163]
- table-cell: ৯: [112, 2130, 144, 2141]
- table-cell: ১৪: [112, 2186, 144, 2197]
- table-cell: ২৫ (পঁচিশ) দিন: [667, 2242, 801, 2253]
- masthead: [0, 0, 1568, 133]
- table-cell: বগুড়া (জাহাঙ্গীরাবাদ)-নাটোর সড়কের নাটোর অংশে ১.৯০ হতে ২.৬৫ কিঃ মিঃ বামপার্শে: [850, 1454, 1188, 1465]
- issue-date: বুধবার ১ জুলাই ২০২০ । ১৭ আষাঢ় ১৪২৭: [101, 116, 281, 128]
- table-cell: ২৫ (পঁচিশ) দিন: [1381, 1589, 1521, 1600]
